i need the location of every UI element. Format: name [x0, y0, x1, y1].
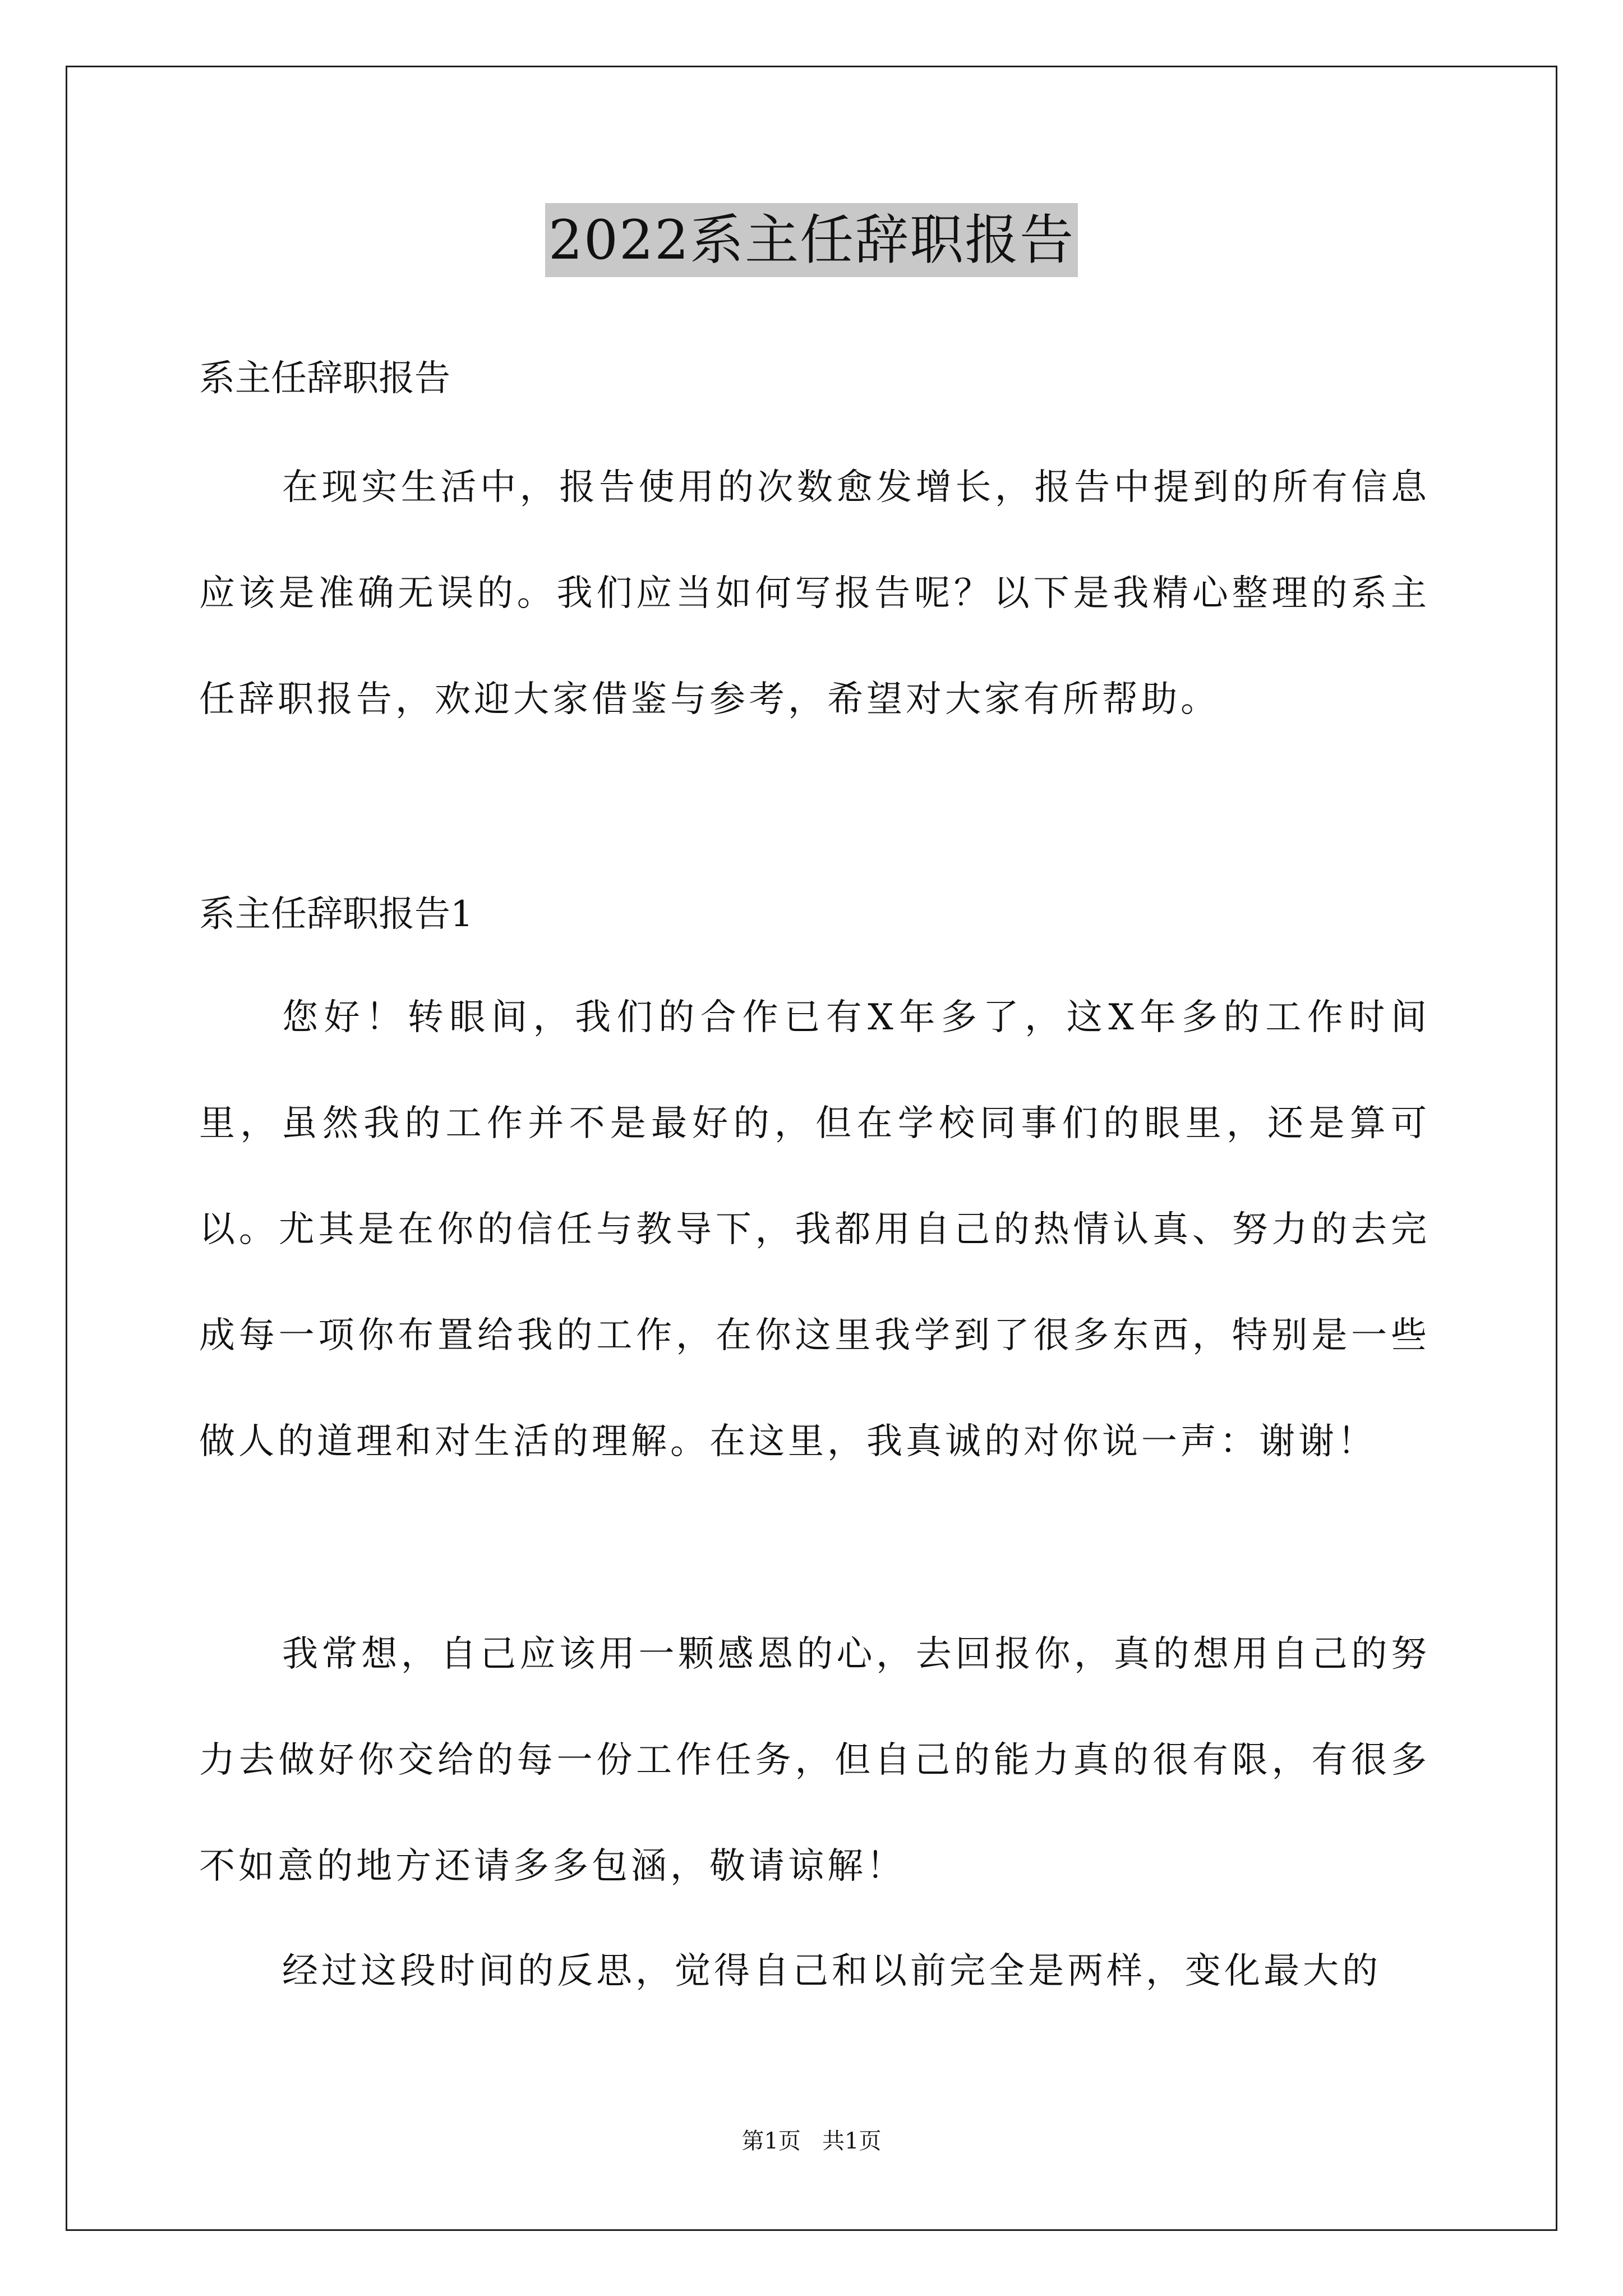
page-footer: 第1页 共1页: [741, 2128, 882, 2154]
document-subtitle: 系主任辞职报告: [199, 358, 450, 399]
intro-paragraph: 在现实生活中，报告使用的次数愈发增长，报告中提到的所有信息应该是准确无误的。我们应当如何写报告呢？以下是我精心整理的系主任辞职报告，欢迎大家借鉴与参考，希望对大家有所帮助。: [199, 467, 1430, 720]
section-heading: 系主任辞职报告1: [199, 894, 473, 935]
document-title: 2022系主任辞职报告: [545, 203, 1078, 277]
body-paragraph-1: 您好！转眼间，我们的合作已有X年多了，这X年多的工作时间里，虽然我的工作并不是最好的，但在学校同事们的眼里，还是算可以。尤其是在你的信任与教导下，我都用自己的热情认真、努力的去完成每一项你布置给我的工作，在你这里我学到了很多东西，特别是一些做人的道理和对生活的理解。在这里，我真诚的对你说一声：谢谢！: [199, 997, 1430, 1462]
body-paragraph-3: 经过这段时间的反思，觉得自己和以前完全是两样，变化最大的: [282, 1950, 1381, 1992]
body-paragraph-2: 我常想，自己应该用一颗感恩的心，去回报你，真的想用自己的努力去做好你交给的每一份工作任务，但自己的能力真的很有限，有很多不如意的地方还请多多包涵，敬请谅解！: [199, 1634, 1430, 1887]
title-container: [0, 203, 1623, 277]
